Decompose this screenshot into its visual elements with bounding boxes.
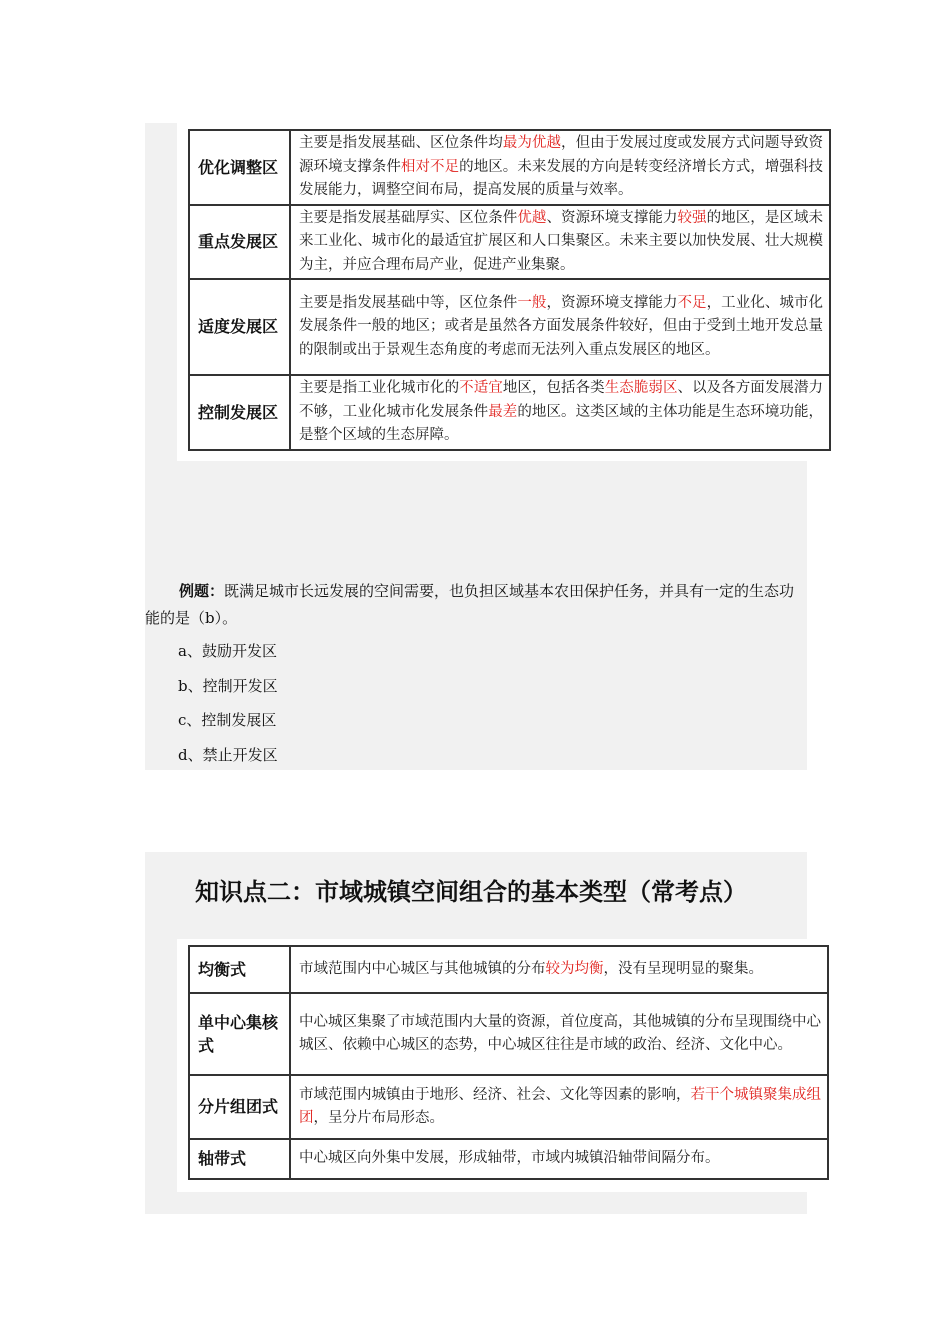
option-d: d、禁止开发区 (178, 746, 278, 764)
spatial-types-table (188, 945, 829, 1180)
table-row (189, 279, 830, 375)
text-segment: 主要是指发展基础中等，区位条件 (299, 294, 518, 311)
text-segment: 的地区，是区域未来工业化、城市化的最适宜扩展区和人口集聚区。未来主要以加快发展、壮大规模为主，并应合理布局产业，促进产业集聚。 (299, 209, 824, 273)
row-description (290, 993, 828, 1075)
highlighted-text: 最为优越 (502, 135, 562, 151)
text-segment: ，工业化、城市化发展条件一般的地区；或者是虽然各方面发展条件较好，但由于受到土地开发总量的限制或出于景观生态角度的考虑而无法列入重点发展区的地区。 (299, 294, 824, 358)
text-segment: 中心城区向外集中发展，形成轴带，市域内城镇沿轴带间隔分布。 (299, 1150, 720, 1167)
table-row (189, 375, 830, 450)
row-label: 控制发展区 (189, 375, 290, 450)
text-segment: 地区，包括各类 (502, 380, 605, 396)
table-row (189, 993, 828, 1075)
row-label: 单中心集核式 (189, 993, 290, 1075)
table-row (189, 946, 828, 993)
example-question (145, 578, 807, 632)
highlighted-text: 一般 (517, 294, 547, 311)
highlighted-text: 若干个城镇聚集成组团 (299, 1086, 821, 1126)
row-description (290, 946, 828, 993)
table-row (189, 130, 830, 205)
highlighted-text: 相对不足 (400, 158, 460, 175)
option-c: c、控制发展区 (178, 711, 277, 729)
row-label: 分片组团式 (189, 1075, 290, 1139)
row-description (290, 205, 830, 280)
row-label: 均衡式 (189, 946, 290, 993)
text-segment: ，呈分片布局形态。 (313, 1110, 444, 1126)
option-a: a、鼓励开发区 (178, 642, 277, 660)
row-label: 优化调整区 (189, 130, 290, 205)
highlighted-text: 优越 (517, 209, 547, 226)
row-description (290, 279, 830, 375)
highlighted-text: 较强 (677, 209, 707, 226)
row-description (290, 375, 830, 450)
text-segment: ，但由于发展过度或发展方式问题导致资源环境支撑条件 (299, 135, 824, 175)
row-label: 重点发展区 (189, 205, 290, 280)
text-segment: 市域范围内城镇由于地形、经济、社会、文化等因素的影响， (299, 1086, 691, 1103)
row-description (290, 1139, 828, 1179)
text-segment: ，资源环境支撑能力 (546, 294, 678, 311)
text-segment: 主要是指发展基础厚实、区位条件 (299, 209, 518, 226)
table-row (189, 1139, 828, 1179)
highlighted-text: 不适宜 (459, 380, 503, 396)
option-b: b、控制开发区 (178, 677, 278, 695)
highlighted-text: 生态脆弱区 (604, 380, 678, 396)
table-row (189, 205, 830, 280)
text-segment: 主要是指发展基础、区位条件均 (299, 135, 503, 151)
text-segment: 的地区。未来发展的方向是转变经济增长方式，增强科技发展能力，调整空间布局，提高发展的质量与效率。 (299, 158, 824, 198)
zone-types-table (188, 129, 831, 451)
example-lead: 例题： (179, 582, 225, 600)
row-description (290, 1075, 828, 1139)
example-question-text: 既满足城市长远发展的空间需要，也负担区域基本农田保护任务，并具有一定的生态功能的是（b）。 (145, 582, 795, 627)
text-segment: 、以及各方面发展潜力不够，工业化城市化发展条件 (299, 380, 824, 420)
text-segment: 、资源环境支撑能力 (546, 209, 678, 226)
row-label: 适度发展区 (189, 279, 290, 375)
text-segment: 主要是指工业化城市化的 (299, 380, 460, 396)
highlighted-text: 最差 (488, 403, 518, 420)
section-heading: 知识点二：市域城镇空间组合的基本类型（常考点） (195, 877, 747, 906)
highlighted-text: 较为均衡 (545, 960, 604, 977)
text-segment: ，没有呈现明显的聚集。 (603, 960, 763, 977)
text-segment: 中心城区集聚了市域范围内大量的资源，首位度高，其他城镇的分布呈现围绕中心城区、依赖中心城区的态势，中心城区往往是市域的政治、经济、文化中心。 (299, 1013, 821, 1053)
text-segment: 市域范围内中心城区与其他城镇的分布 (299, 960, 546, 977)
table-row (189, 1075, 828, 1139)
row-label: 轴带式 (189, 1139, 290, 1179)
text-segment: 的地区。这类区域的主体功能是生态环境功能，是整个区域的生态屏障。 (299, 403, 824, 443)
highlighted-text: 不足 (677, 294, 707, 311)
row-description (290, 130, 830, 205)
